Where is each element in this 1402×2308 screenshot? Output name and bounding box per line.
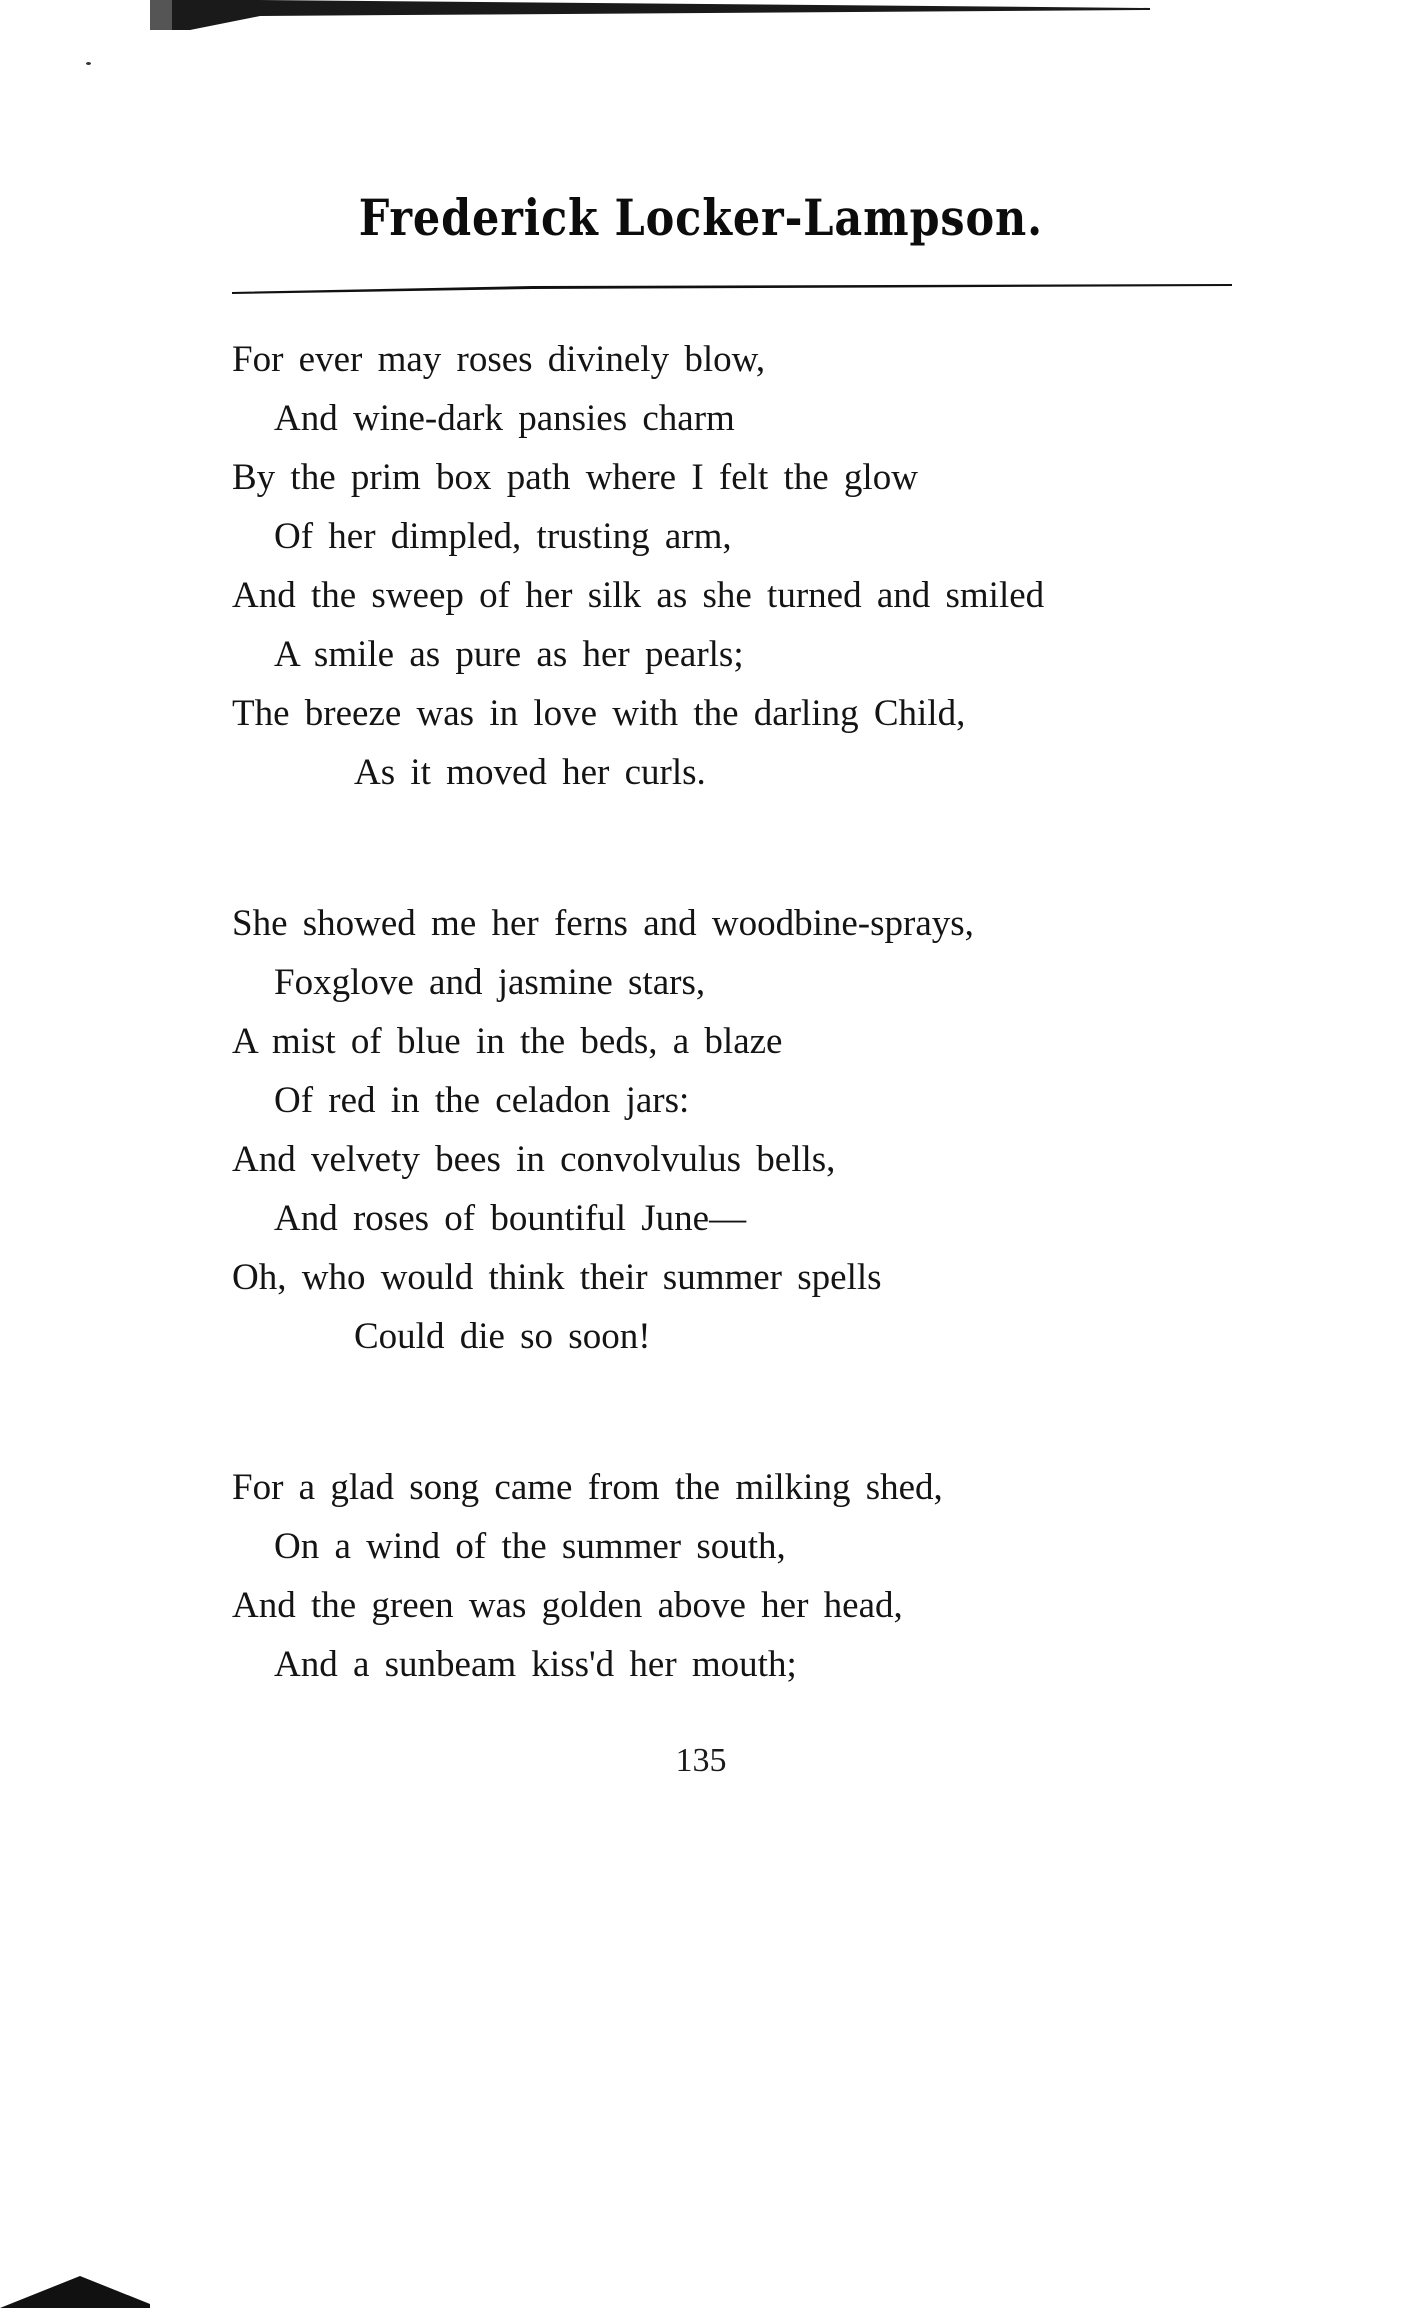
verse-line: For ever may roses divinely blow, [232,339,766,380]
speck-mark [86,62,91,65]
verse-line: And velvety bees in convolvulus bells, [232,1139,836,1180]
verse-line: As it moved her curls. [354,752,706,793]
verse-line: A mist of blue in the beds, a blaze [232,1021,783,1062]
verse-line: Oh, who would think their summer spells [232,1257,882,1298]
verse-line: She showed me her ferns and woodbine-sprays, [232,903,974,944]
corner-arrow-mark [0,2270,150,2308]
verse-line: And the green was golden above her head, [232,1585,903,1626]
scan-edge-bar [150,0,1150,30]
verse-line: Could die so soon! [354,1316,651,1357]
verse-line: And the sweep of her silk as she turned and smiled [232,575,1045,616]
verse-line: On a wind of the summer south, [274,1526,786,1567]
verse-line: And a sunbeam kiss'd her mouth; [274,1644,797,1685]
verse-line: By the prim box path where I felt the glow [232,457,918,498]
verse-line: Of red in the celadon jars: [274,1080,690,1121]
page-number: 135 [675,1742,727,1779]
verse-line: Foxglove and jasmine stars, [274,962,706,1003]
verse-line: A smile as pure as her pearls; [274,634,744,675]
verse-line: Of her dimpled, trusting arm, [274,516,732,557]
stanza [232,894,1332,1366]
verse-line: The breeze was in love with the darling Child, [232,693,966,734]
poem-body [232,330,1332,1786]
header-rule [232,280,1232,298]
running-head-title: Frederick Locker-Lampson. [358,188,1043,247]
verse-line: For a glad song came from the milking shed, [232,1467,943,1508]
verse-line: And roses of bountiful June— [274,1198,747,1239]
stanza [232,330,1332,802]
stanza [232,1458,1332,1694]
verse-line: And wine-dark pansies charm [274,398,735,439]
